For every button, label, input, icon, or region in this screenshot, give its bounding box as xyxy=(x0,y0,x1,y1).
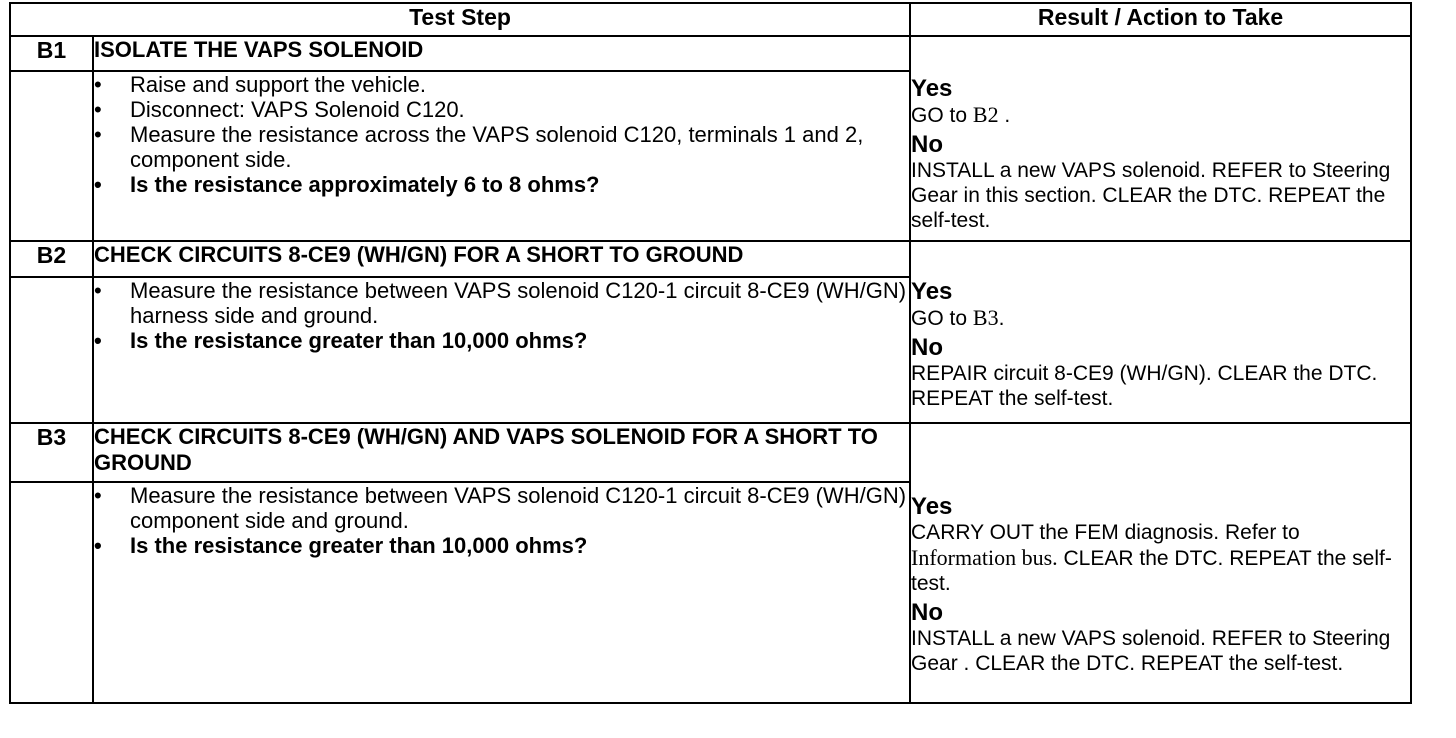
header-test-step: Test Step xyxy=(10,3,910,36)
step-code: B1 xyxy=(10,36,93,71)
no-action: REPAIR circuit 8-CE9 (WH/GN). CLEAR the DTC. REPEAT the self-test. xyxy=(911,362,1378,410)
no-label: No xyxy=(911,334,944,361)
diagnostic-table xyxy=(9,2,1412,704)
yes-action: GO to B2 . xyxy=(911,102,1011,127)
step-reference-link: Information bus. xyxy=(911,545,1058,570)
list-item: • Measure the resistance between VAPS solenoid C120-1 circuit 8-CE9 (WH/GN) component side and ground. xyxy=(94,483,909,533)
step-title-row xyxy=(10,423,1411,482)
step-list xyxy=(94,278,909,353)
step-list xyxy=(94,483,909,558)
step-list xyxy=(94,72,909,197)
no-label: No xyxy=(911,131,944,158)
step-code: B2 xyxy=(10,241,93,277)
list-item: • Measure the resistance between VAPS solenoid C120-1 circuit 8-CE9 (WH/GN) harness side and ground. xyxy=(94,278,909,328)
step-body xyxy=(93,482,910,703)
yes-action: GO to B3. xyxy=(911,305,1005,330)
step-question: • Is the resistance approximately 6 to 8 ohms? xyxy=(94,172,909,197)
yes-label: Yes xyxy=(911,75,953,102)
step-body xyxy=(93,71,910,241)
step-reference-link: B2 xyxy=(972,102,999,127)
code-spacer xyxy=(10,277,93,423)
step-result xyxy=(910,36,1411,241)
step-result xyxy=(910,423,1411,703)
step-title: CHECK CIRCUITS 8-CE9 (WH/GN) FOR A SHORT TO GROUND xyxy=(93,241,910,277)
list-item: • Measure the resistance across the VAPS solenoid C120, terminals 1 and 2, component side. xyxy=(94,122,909,172)
step-reference-link: B3 xyxy=(972,305,999,330)
no-action: INSTALL a new VAPS solenoid. REFER to Steering Gear in this section. CLEAR the DTC. REPEAT the self-test. xyxy=(911,159,1391,232)
code-spacer xyxy=(10,71,93,241)
yes-action: CARRY OUT the FEM diagnosis. Refer to Information bus. CLEAR the DTC. REPEAT the self-test. xyxy=(911,521,1392,595)
yes-label: Yes xyxy=(911,493,953,520)
code-spacer xyxy=(10,482,93,703)
step-result xyxy=(910,241,1411,423)
header-result-action: Result / Action to Take xyxy=(910,3,1411,36)
step-title-row xyxy=(10,241,1411,277)
step-question: • Is the resistance greater than 10,000 ohms? xyxy=(94,533,909,558)
no-action: INSTALL a new VAPS solenoid. REFER to Steering Gear . CLEAR the DTC. REPEAT the self-test. xyxy=(911,627,1391,675)
table-header-row xyxy=(10,3,1411,36)
step-title: CHECK CIRCUITS 8-CE9 (WH/GN) AND VAPS SOLENOID FOR A SHORT TO GROUND xyxy=(93,423,910,482)
step-code: B3 xyxy=(10,423,93,482)
yes-label: Yes xyxy=(911,278,953,305)
step-question: • Is the resistance greater than 10,000 ohms? xyxy=(94,328,909,353)
list-item: • Disconnect: VAPS Solenoid C120. xyxy=(94,97,909,122)
step-body xyxy=(93,277,910,423)
step-title: ISOLATE THE VAPS SOLENOID xyxy=(93,36,910,71)
no-label: No xyxy=(911,599,944,626)
step-title-row xyxy=(10,36,1411,71)
list-item: • Raise and support the vehicle. xyxy=(94,72,909,97)
